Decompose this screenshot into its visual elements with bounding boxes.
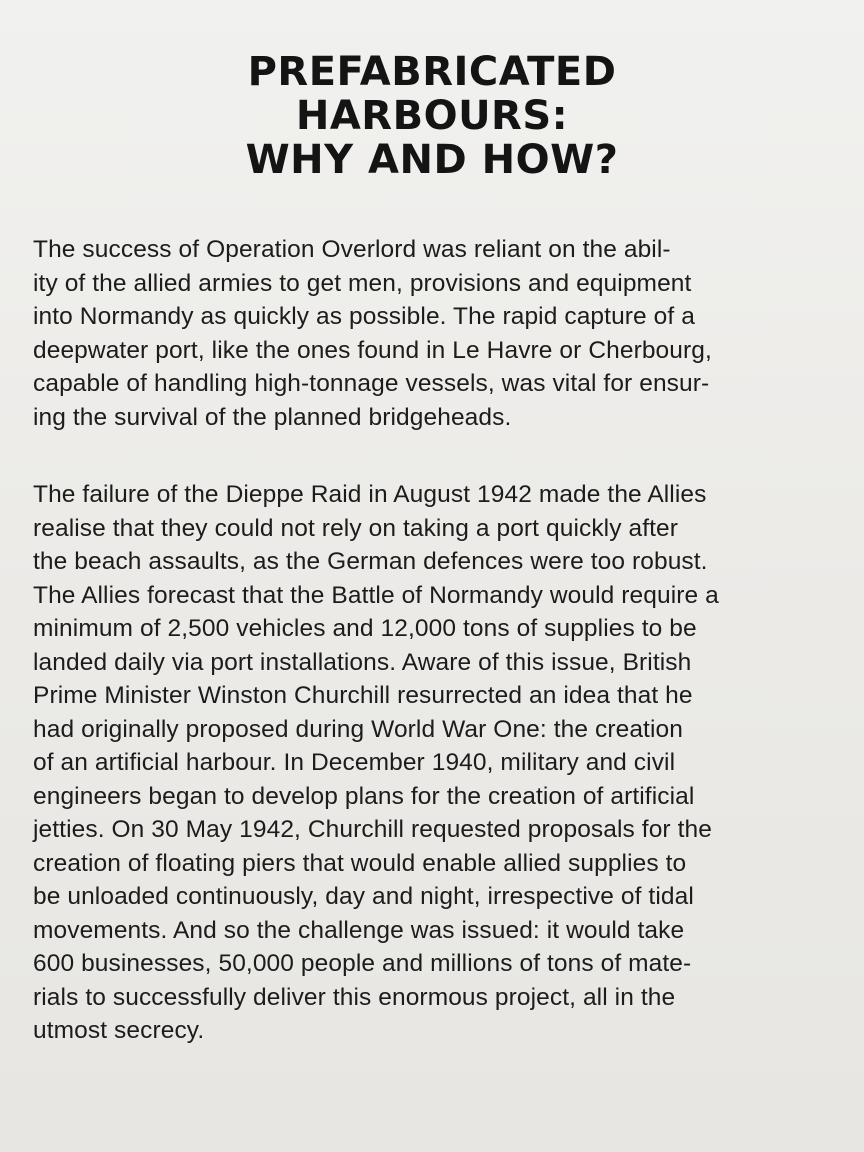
text-line: 600 businesses, 50,000 people and millions of tons of mate- (33, 950, 692, 977)
text-line: had originally proposed during World War One: the creation (33, 715, 683, 743)
text-line: jetties. On 30 May 1942, Churchill requested proposals for the (33, 816, 712, 843)
text-line: of an artificial harbour. In December 1940, military and civil (33, 749, 676, 776)
text-line: The Allies forecast that the Battle of Normandy would require a (33, 581, 719, 609)
text-line: minimum of 2,500 vehicles and 12,000 tons of supplies to be (33, 615, 697, 642)
text-line: movements. And so the challenge was issued: it would take (33, 916, 685, 944)
text-line: engineers began to develop plans for the creation of artificial (33, 782, 695, 810)
text-line: The failure of the Dieppe Raid in August 1942 made the Allies (33, 481, 707, 508)
text-line: deepwater port, like the ones found in Le Havre or Cherbourg, (33, 336, 712, 364)
text-line: The success of Operation Overlord was reliant on the abil- (33, 236, 671, 263)
title-line: PREFABRICATED (247, 49, 617, 95)
paragraph-dieppe (33, 478, 833, 1048)
text-line: be unloaded continuously, day and night, irrespective of tidal (33, 883, 694, 910)
text-line: into Normandy as quickly as possible. The rapid capture of a (33, 303, 695, 330)
title-line: WHY AND HOW? (245, 137, 619, 183)
text-line: the beach assaults, as the German defences were too robust. (33, 548, 708, 575)
paragraph-overlord (33, 233, 833, 434)
text-line: ity of the allied armies to get men, provisions and equipment (33, 269, 692, 297)
text-line: landed daily via port installations. Aware of this issue, British (33, 648, 692, 676)
text-line: capable of handling high-tonnage vessels, was vital for ensur- (33, 370, 710, 397)
text-line: creation of floating piers that would enable allied supplies to (33, 849, 687, 877)
text-line: realise that they could not rely on taking a port quickly after (33, 514, 679, 542)
text-line: utmost secrecy. (33, 1017, 205, 1044)
text-line: Prime Minister Winston Churchill resurrected an idea that he (33, 682, 693, 709)
text-line: rials to successfully deliver this enormous project, all in the (33, 983, 676, 1011)
title-line: HARBOURS: (295, 93, 569, 139)
text-line: ing the survival of the planned bridgeheads. (33, 403, 512, 431)
panel-title (0, 50, 864, 182)
